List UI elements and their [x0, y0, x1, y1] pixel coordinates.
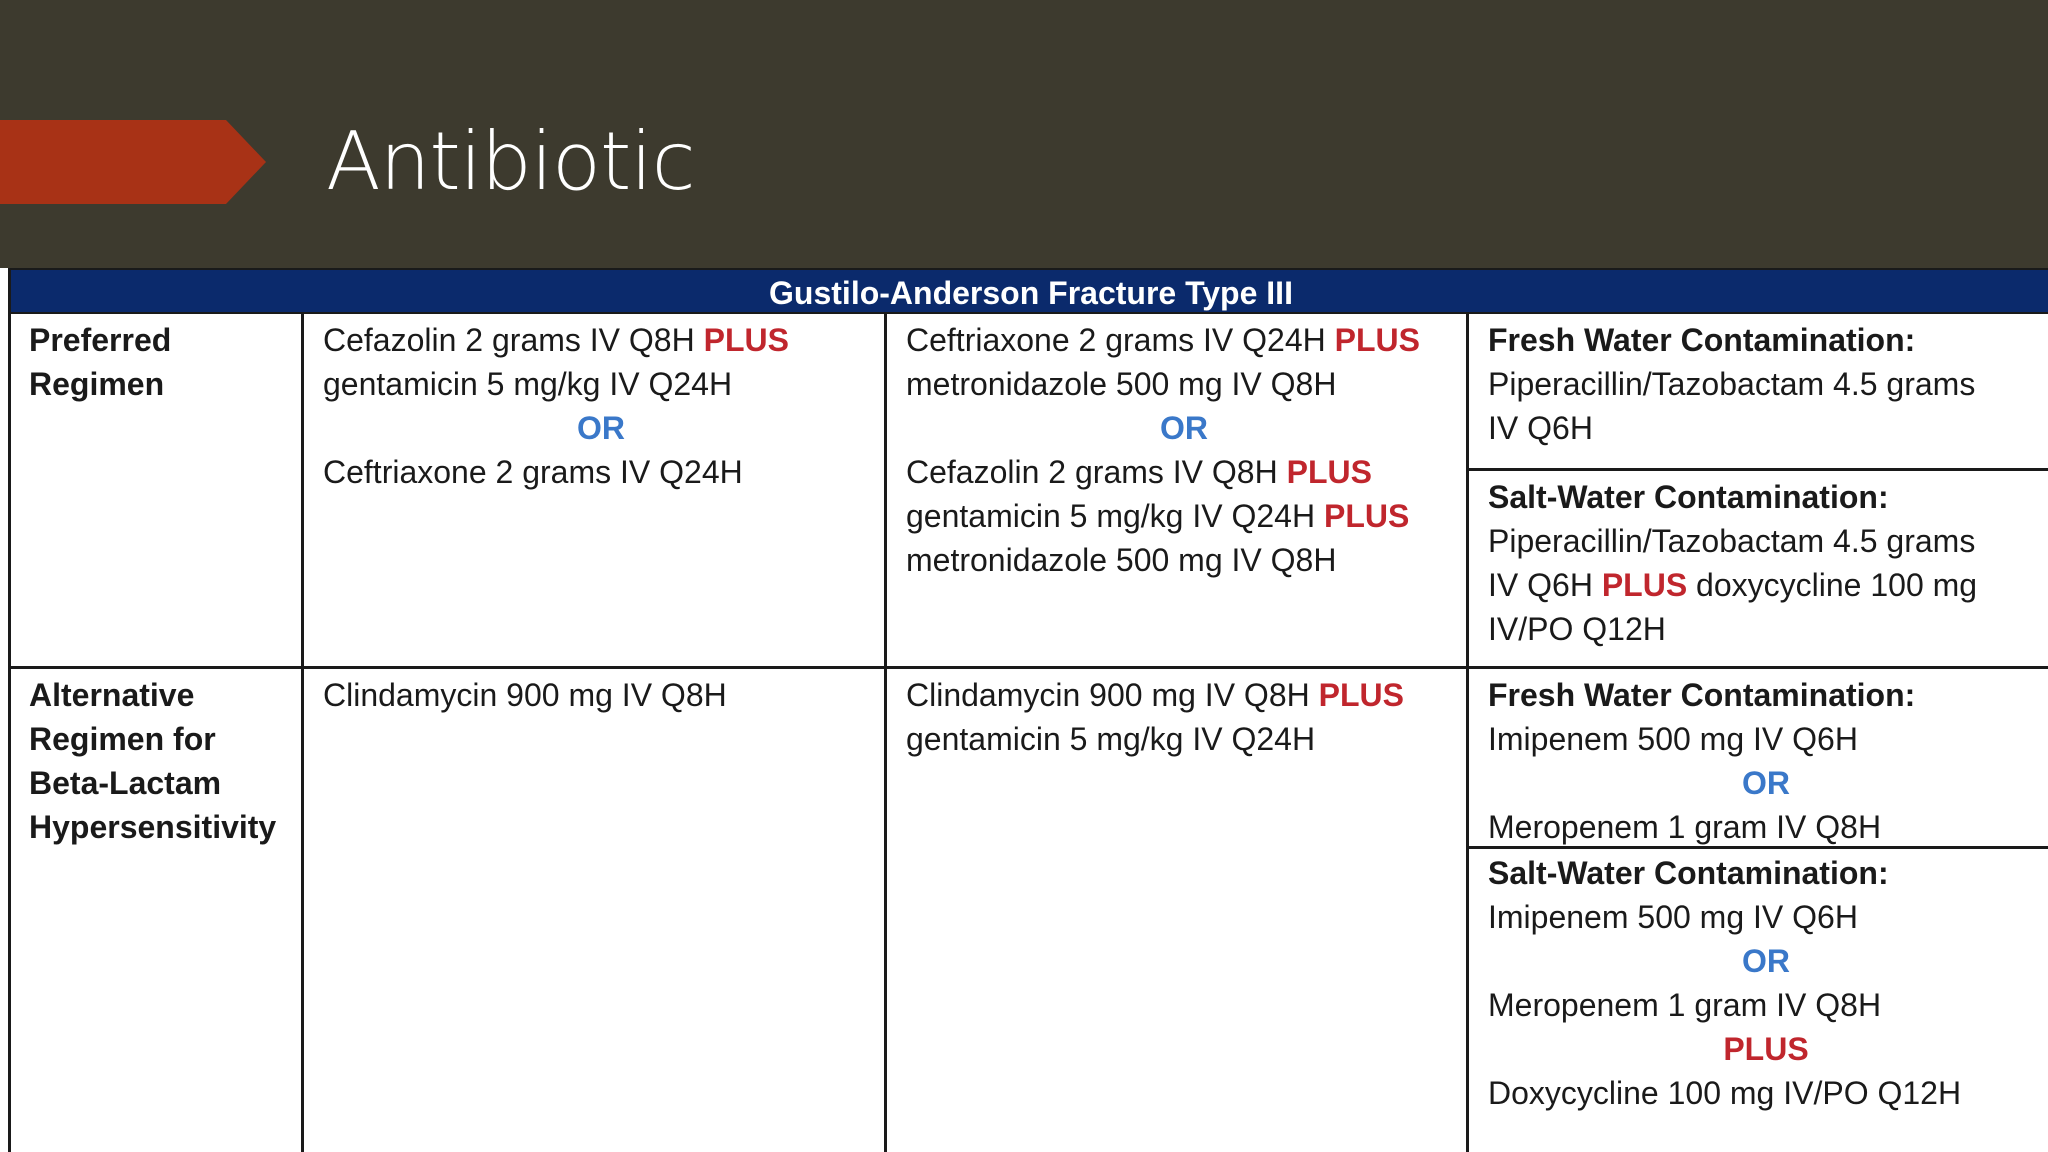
or-connector: OR	[1742, 943, 1790, 979]
preferred-type-iii-regimen-2: Ceftriaxone 2 grams IV Q24H PLUS metronidazole 500 mg IV Q8H OR Cefazolin 2 grams IV Q8H PLUS gentamicin 5 mg/kg IV Q24H PLUS metronidazole 500 mg IV Q8H	[906, 318, 1462, 582]
row-label-preferred: Preferred Regimen	[29, 322, 172, 402]
column-divider	[884, 314, 887, 1152]
plus-connector: PLUS	[703, 322, 789, 358]
preferred-salt-water: Salt-Water Contamination: Piperacillin/Tazobactam 4.5 grams IV Q6H PLUS doxycycline 100 mg IV/PO Q12H	[1488, 475, 2044, 651]
alternative-regimen-1: Clindamycin 900 mg IV Q8H	[323, 677, 727, 713]
plus-connector: PLUS	[1323, 498, 1410, 534]
alternative-regimen-2: Clindamycin 900 mg IV Q8H PLUS gentamicin 5 mg/kg IV Q24H	[906, 677, 1404, 757]
alternative-fresh-water: Fresh Water Contamination: Imipenem 500 mg IV Q6H OR Meropenem 1 gram IV Q8H	[1488, 673, 2044, 849]
contamination-heading: Fresh Water Contamination:	[1488, 677, 1916, 713]
row-divider	[11, 666, 2048, 669]
column-divider	[1466, 314, 1469, 1152]
or-connector: OR	[1160, 410, 1208, 446]
contamination-heading: Salt-Water Contamination:	[1488, 479, 1889, 515]
alternative-salt-water: Salt-Water Contamination: Imipenem 500 mg IV Q6H OR Meropenem 1 gram IV Q8H PLUS Doxycycline 100 mg IV/PO Q12H	[1488, 851, 2044, 1115]
preferred-type-iii-regimen-1: Cefazolin 2 grams IV Q8H PLUS gentamicin 5 mg/kg IV Q24H OR Ceftriaxone 2 grams IV Q24H	[323, 318, 879, 494]
slide-header	[0, 0, 2048, 268]
row-label-alternative: Alternative Regimen for Beta-Lactam Hypersensitivity	[29, 677, 277, 845]
antibiotic-table	[8, 268, 2048, 1152]
plus-connector: PLUS	[1601, 567, 1688, 603]
or-connector: OR	[577, 410, 625, 446]
title-accent-arrow	[0, 120, 266, 204]
subrow-divider	[1466, 468, 2048, 471]
contamination-heading: Fresh Water Contamination:	[1488, 322, 1916, 358]
plus-connector: PLUS	[1334, 322, 1420, 358]
table-banner: Gustilo-Anderson Fracture Type III	[11, 268, 2048, 314]
preferred-fresh-water: Fresh Water Contamination: Piperacillin/Tazobactam 4.5 grams IV Q6H	[1488, 318, 2044, 450]
plus-connector: PLUS	[1318, 677, 1404, 713]
or-connector: OR	[1742, 765, 1790, 801]
contamination-heading: Salt-Water Contamination:	[1488, 855, 1889, 891]
plus-connector: PLUS	[1723, 1031, 1809, 1067]
plus-connector: PLUS	[1286, 454, 1372, 490]
slide-title: Antibiotic	[326, 115, 695, 208]
column-divider	[301, 314, 304, 1152]
